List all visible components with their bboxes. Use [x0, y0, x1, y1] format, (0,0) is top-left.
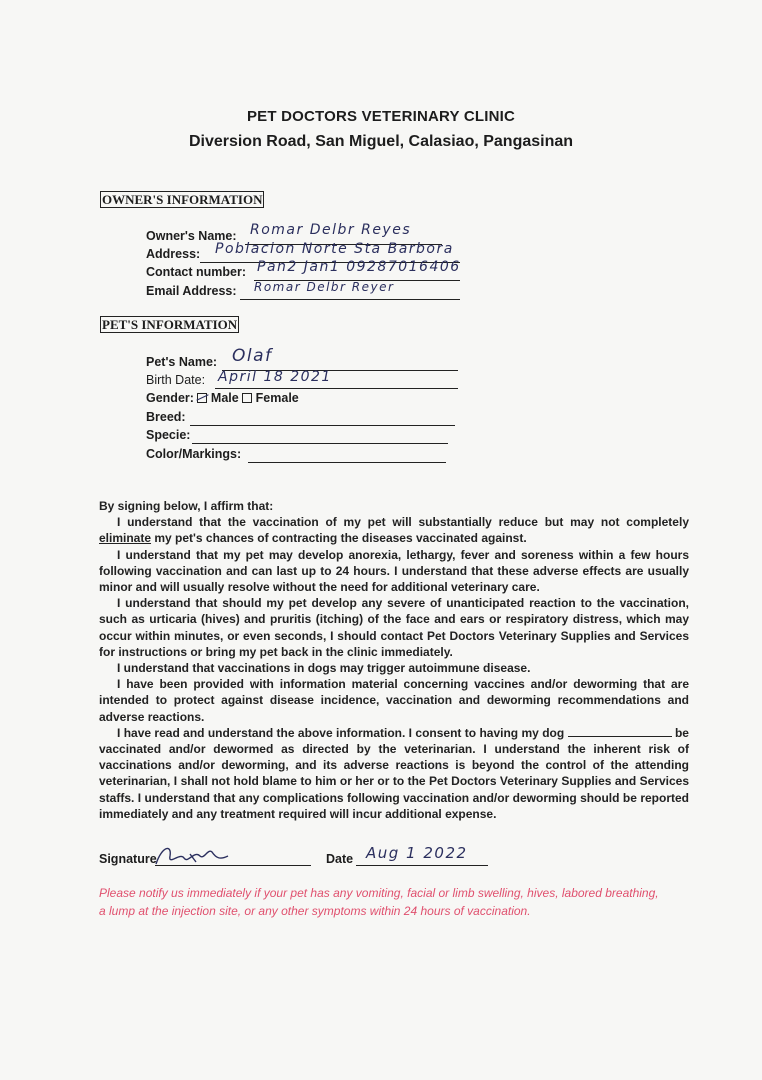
female-label: Female: [255, 391, 299, 405]
signature-label: Signature: [99, 852, 157, 866]
consent-intro: By signing below, I affirm that:: [99, 499, 274, 513]
gender-label: Gender:: [146, 391, 194, 405]
date-value: Aug 1 2022: [366, 844, 468, 862]
clinic-name: PET DOCTORS VETERINARY CLINIC: [246, 108, 516, 125]
consent-paragraph-6: [99, 725, 689, 822]
owner-section-header: OWNER'S INFORMATION: [102, 192, 263, 207]
owner-name-label: Owner's Name:: [146, 229, 237, 243]
pet-section-header: PET'S INFORMATION: [102, 317, 238, 332]
color-markings-label: Color/Markings:: [146, 447, 242, 461]
consent-p1-text: I understand that the vaccination of my pet will substantially reduce but may not completely: [117, 515, 689, 530]
signature-scribble: [150, 842, 240, 872]
consent-paragraph-5: I have been provided with information material concerning vaccines and/or deworming that are intended to protect against disease incidence, vaccination and deworming recommendations and adverse reactions.: [99, 677, 689, 724]
consent-paragraph-4: I understand that vaccinations in dogs may trigger autoimmune disease.: [117, 661, 531, 676]
specie-label: Specie:: [146, 428, 191, 442]
dog-name-blank[interactable]: [568, 726, 672, 737]
date-label: Date: [326, 852, 354, 866]
contact-label: Contact number:: [146, 265, 246, 279]
consent-p6-text: I have read and understand the above information. I consent to having my dog: [117, 725, 565, 740]
specie-line[interactable]: [192, 443, 448, 444]
gender-row: [146, 391, 299, 405]
email-value: Romar Delbr Reyer: [254, 280, 395, 294]
email-label: Email Address:: [146, 284, 237, 298]
email-line[interactable]: [240, 299, 460, 300]
male-checkbox[interactable]: [197, 393, 207, 403]
consent-paragraph-1: [99, 514, 689, 546]
consent-text: [99, 498, 689, 822]
pet-name-label: Pet's Name:: [146, 355, 218, 369]
birth-date-label: Birth Date:: [146, 373, 206, 387]
date-line[interactable]: [356, 865, 488, 866]
owner-name-value: Romar Delbr Reyes: [250, 222, 412, 238]
breed-line[interactable]: [190, 425, 455, 426]
address-value: Poblacion Norte Sta Barbora: [215, 241, 454, 257]
breed-label: Breed:: [146, 410, 186, 424]
consent-paragraph-2: I understand that my pet may develop anorexia, lethargy, fever and soreness within a few hours following vaccination and can last up to 24 hours. I understand that these adverse effects are usually minor and will usually resolve without the need for additional veterinary care.: [99, 547, 689, 595]
contact-value: Pan2 Jan1 09287016406: [257, 259, 461, 275]
consent-p6-rest: be vaccinated and/or dewormed as directed by the veterinarian. I understand the inherent risk of vaccinations and/or deworming, and its adverse reactions is beyond the control of the attending veterinarian, I shall not hold blame to him or her or to the Pet Doctors Veterinary Supplies and Services staffs. I understand that any complications following vaccination and/or deworming should be reported immediately and any treatment required will incur additional expense.: [99, 725, 689, 821]
female-checkbox[interactable]: [242, 393, 252, 403]
color-markings-line[interactable]: [248, 462, 446, 463]
pet-name-value: Olaf: [232, 346, 273, 366]
consent-p1-rest: my pet's chances of contracting the diseases vaccinated against.: [151, 531, 527, 546]
birth-date-value: April 18 2021: [218, 369, 332, 385]
consent-paragraph-3: I understand that should my pet develop any severe of unanticipated reaction to the vaccination, such as urticaria (hives) and pruritis (itching) of the face and ears or respiratory distress, which may occur within minutes, or even seconds, I should contact Pet Doctors Veterinary Supplies and Services for instructions or bring my pet back in the clinic immediately.: [99, 596, 689, 659]
post-vaccination-notice: Please notify us immediately if your pet has any vomiting, facial or limb swelling, hives, labored breathing, a lump at the injection site, or any other symptoms within 24 hours of vaccination.: [99, 886, 659, 918]
consent-p1-eliminate: eliminate: [99, 531, 152, 546]
birth-date-line[interactable]: [215, 388, 458, 389]
address-label: Address:: [146, 247, 201, 261]
male-label: Male: [210, 391, 239, 405]
clinic-address: Diversion Road, San Miguel, Calasiao, Pangasinan: [188, 133, 574, 150]
